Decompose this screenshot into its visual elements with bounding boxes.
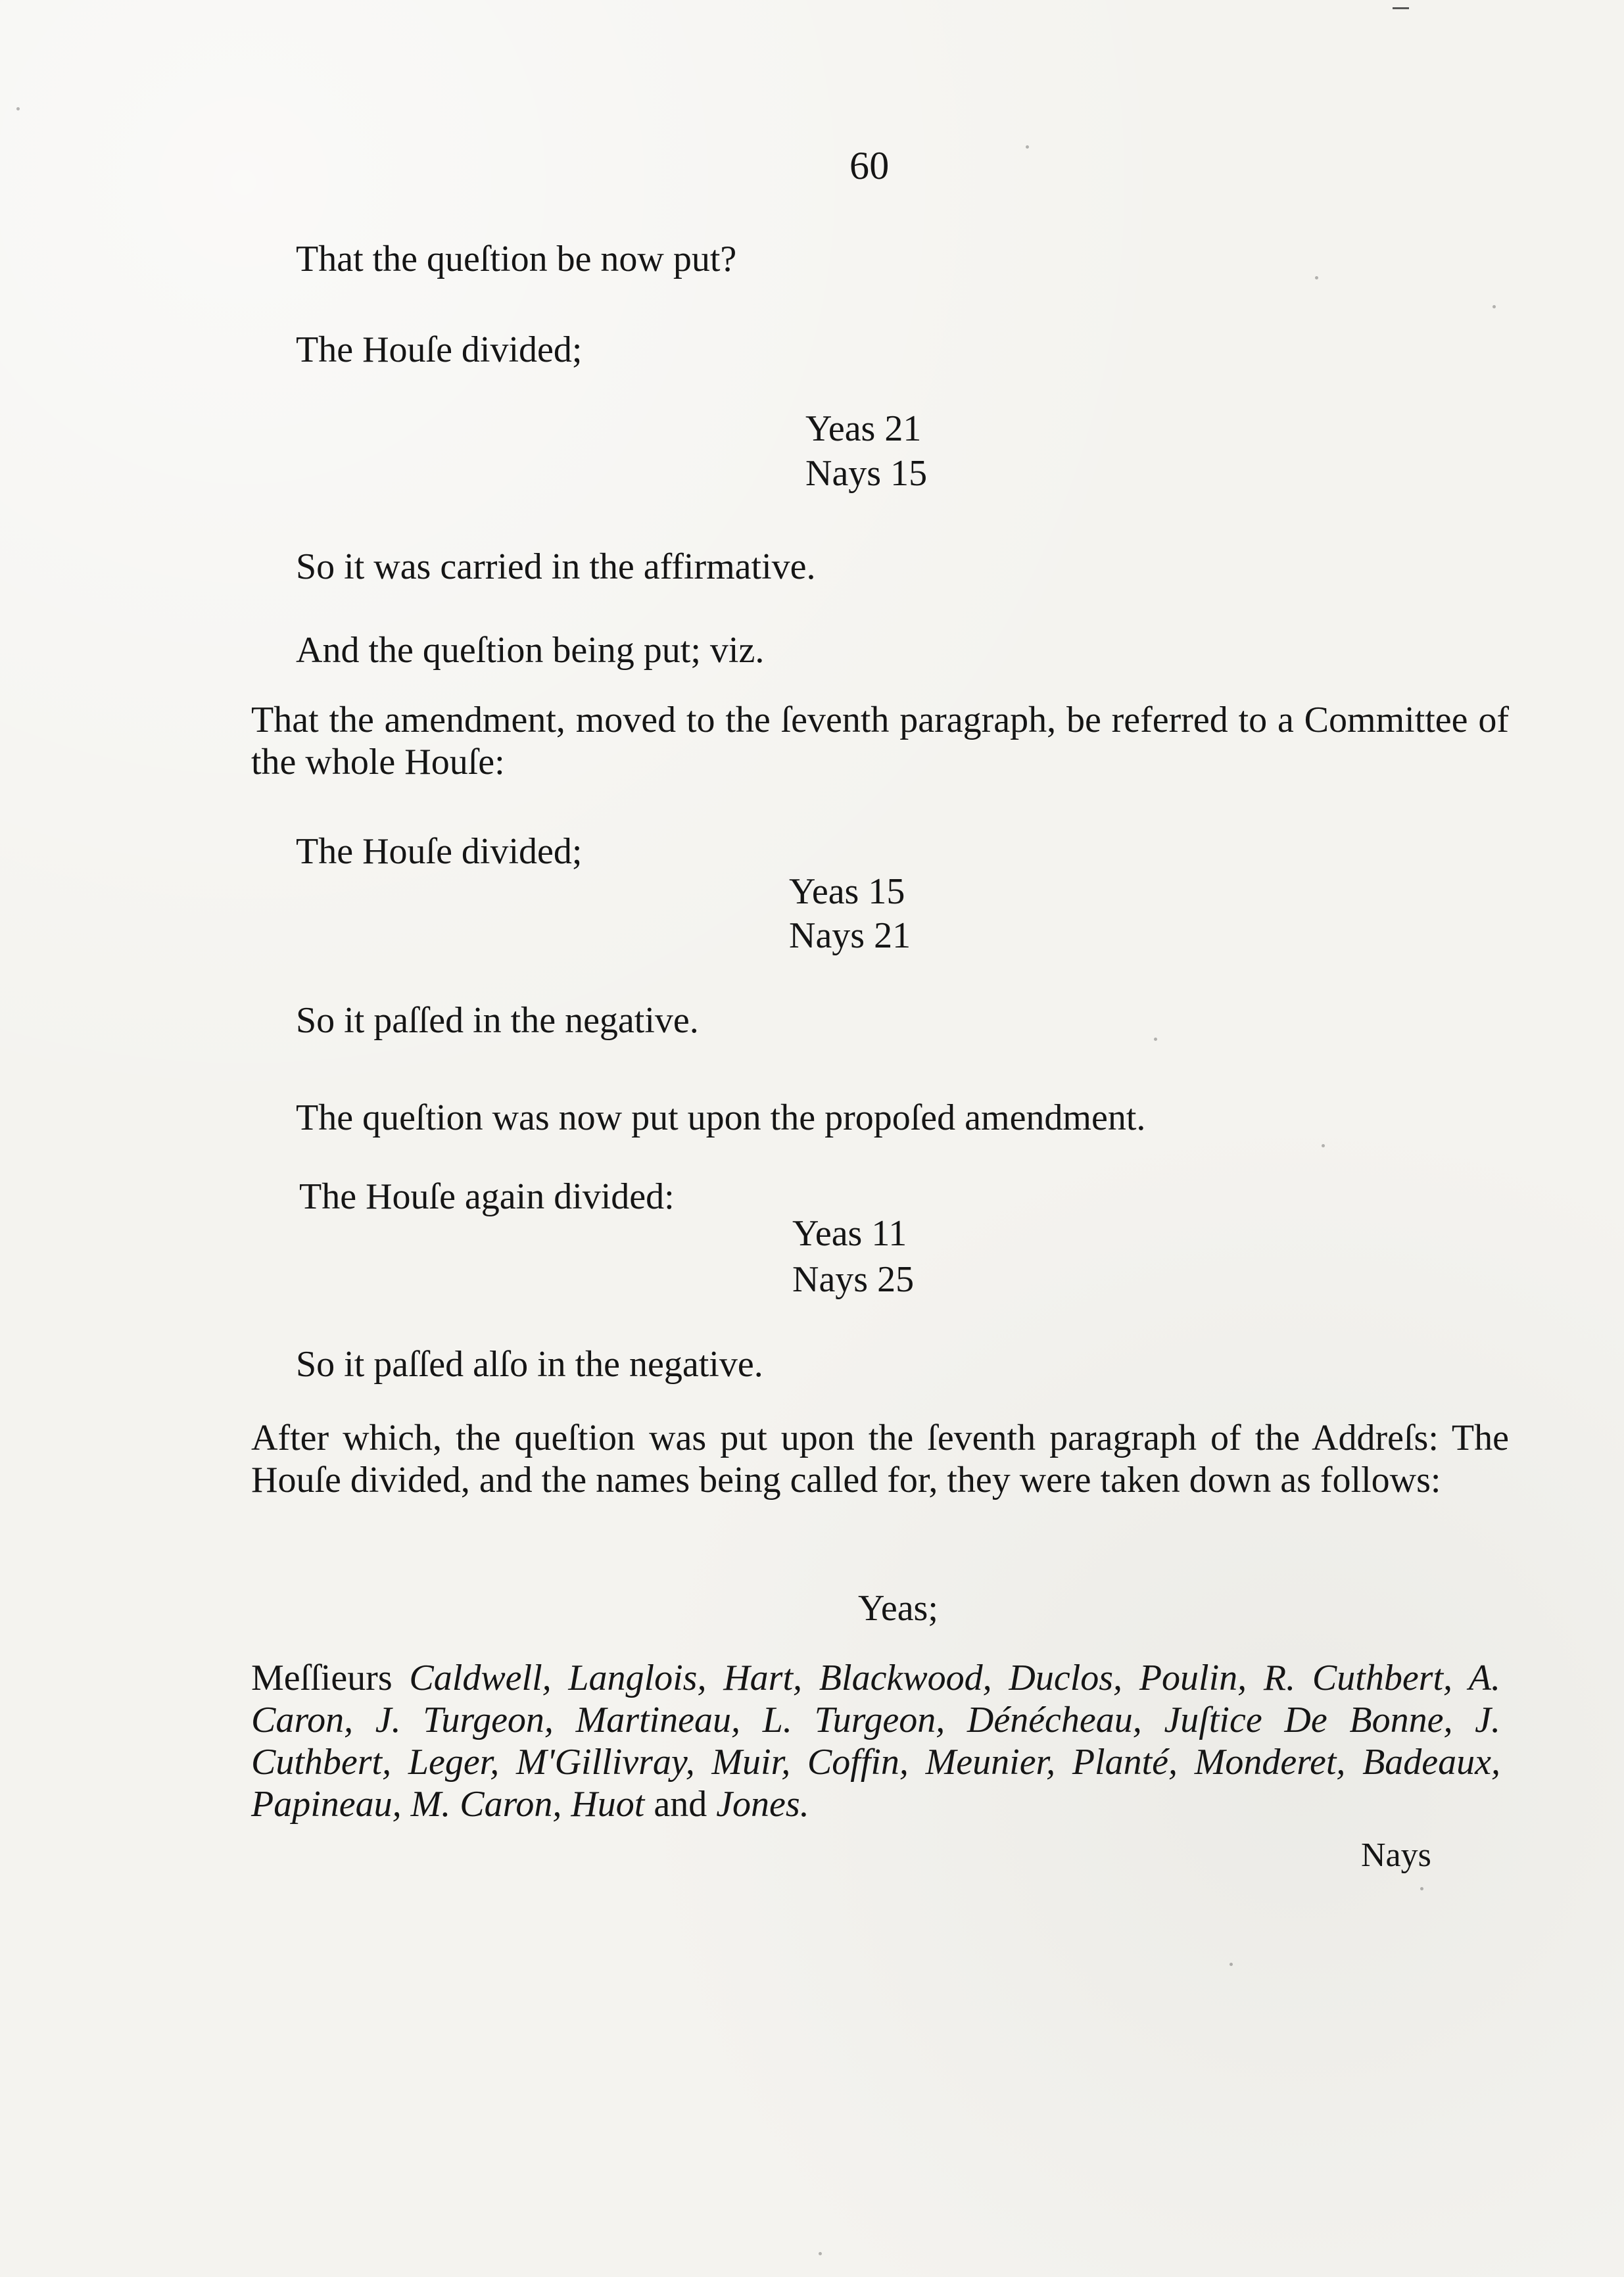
question-line: That the queſtion be now put? <box>296 239 737 279</box>
affirmative-result: So it was carried in the affirmative. <box>296 546 816 587</box>
seventh-paragraph-division-paragraph: After which, the queſtion was put upon the ſeventh paragraph of the Addreſs: The Houſe divided, and the names being called for, they were taken down as follows: <box>251 1418 1509 1500</box>
last-yeas-name: Jones. <box>716 1784 809 1825</box>
third-yeas-count: Yeas 11 <box>792 1213 907 1254</box>
paper-speck <box>819 2252 822 2255</box>
house-divided-line: The Houſe divided; <box>296 329 583 370</box>
paper-speck <box>1493 305 1496 308</box>
paper-speck <box>1420 1887 1423 1890</box>
paper-speck <box>16 107 20 110</box>
names-lead-word: Meſſieurs <box>251 1658 393 1698</box>
first-nays-count: Nays 15 <box>805 453 928 494</box>
names-conjunction: and <box>654 1784 707 1825</box>
paper-speck <box>1230 1963 1233 1966</box>
second-yeas-count: Yeas 15 <box>789 871 905 912</box>
second-nays-count: Nays 21 <box>789 915 911 956</box>
first-yeas-count: Yeas 21 <box>805 408 922 449</box>
top-right-mark <box>1393 7 1409 9</box>
question-viz-line: And the queſtion being put; viz. <box>296 630 765 671</box>
yeas-names-paragraph <box>251 1657 1500 1825</box>
proposed-amendment-question: The queſtion was now put upon the propoſed amendment. <box>296 1097 1146 1138</box>
third-nays-count: Nays 25 <box>792 1259 915 1300</box>
page-number: 60 <box>849 144 890 187</box>
house-again-divided-line: The Houſe again divided: <box>299 1176 675 1217</box>
paper-speck <box>1322 1144 1325 1147</box>
paper-speck <box>1026 145 1029 149</box>
also-negative-result: So it paſſed alſo in the negative. <box>296 1344 763 1385</box>
yeas-heading: Yeas; <box>858 1588 938 1629</box>
catchword-nays: Nays <box>1361 1836 1431 1874</box>
paper-speck <box>1154 1038 1157 1041</box>
second-house-divided-line: The Houſe divided; <box>296 831 583 872</box>
paper-speck <box>1315 276 1318 279</box>
negative-result: So it paſſed in the negative. <box>296 1000 699 1041</box>
yeas-name-list: Caldwell, Langlois, Hart, Blackwood, Duclos, Poulin, R. Cuthbert, A. Caron, J. Turgeon, Martineau, L. Turgeon, Dénécheau, Juſtice De Bonne, J. Cuthbert, Leger, M'Gillivray, Muir, Coffin, Meunier, Planté, Monderet, Badeaux, Papineau, M. Caron, Huot <box>251 1658 1501 1825</box>
amendment-referral-paragraph: That the amendment, moved to the ſeventh paragraph, be referred to a Committee of the whole Houſe: <box>251 700 1509 782</box>
